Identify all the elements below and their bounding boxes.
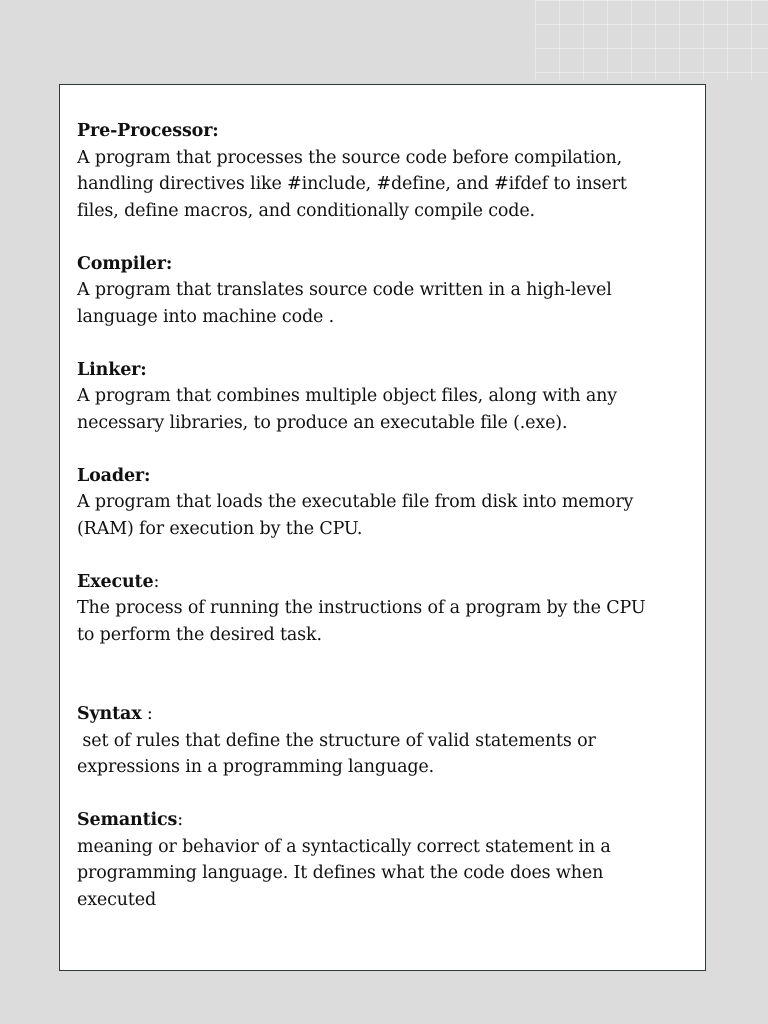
term-label: Execute xyxy=(77,571,154,592)
term-suffix: : xyxy=(153,571,160,592)
term-description: A program that processes the source code before compilation, handling directives like #include, #define, and #ifdef to insert files, define macros, and conditionally compile code. xyxy=(77,147,627,221)
term-description: A program that loads the executable file from disk into memory (RAM) for execution by the CPU. xyxy=(77,492,634,539)
section-syntax xyxy=(77,701,707,781)
section-loader xyxy=(77,463,707,543)
section-semantics xyxy=(77,807,707,913)
term-label: Loader xyxy=(77,465,145,486)
term-label: Syntax xyxy=(77,704,142,724)
term-description: A program that combines multiple object files, along with any necessary libraries, to produce an executable file (.exe). xyxy=(77,386,618,433)
term-suffix: : xyxy=(140,359,147,380)
section-heading xyxy=(77,251,707,278)
term-description: meaning or behavior of a syntactically correct statement in a programming language. It defines what the code does when executed xyxy=(77,836,611,910)
term-description: The process of running the instructions of a program by the CPU to perform the desired task. xyxy=(77,598,646,645)
term-suffix: : xyxy=(144,465,151,486)
term-suffix: : xyxy=(165,253,173,274)
section-heading xyxy=(77,118,707,145)
term-label: Semantics xyxy=(77,810,178,830)
section-heading xyxy=(77,701,707,728)
section-pre-processor xyxy=(77,118,707,224)
section-compiler xyxy=(77,251,707,331)
term-label: Pre-Processor xyxy=(77,121,213,141)
term-description: A program that translates source code written in a high-level language into machine code . xyxy=(77,280,612,327)
section-execute xyxy=(77,569,707,649)
document-card xyxy=(59,84,706,971)
section-heading xyxy=(77,357,707,384)
term-label: Linker xyxy=(77,359,141,380)
section-heading xyxy=(77,569,707,596)
section-heading xyxy=(77,807,707,834)
section-heading xyxy=(77,463,707,490)
section-linker xyxy=(77,357,707,437)
background-grid-decoration xyxy=(535,0,768,80)
term-label: Compiler xyxy=(77,253,166,274)
term-suffix: : xyxy=(141,704,153,724)
term-suffix: : xyxy=(177,810,183,830)
document-content xyxy=(77,118,707,940)
term-suffix: : xyxy=(212,121,219,141)
term-description: set of rules that define the structure of valid statements or expressions in a programming language. xyxy=(77,730,596,777)
